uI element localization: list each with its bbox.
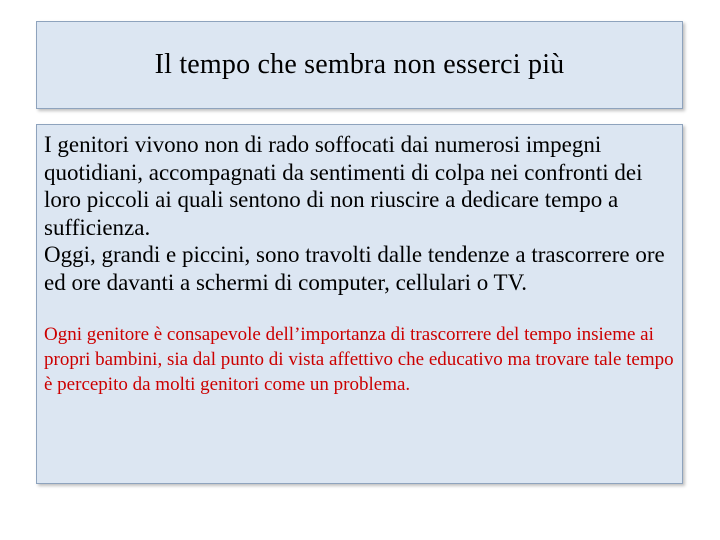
paragraph-parents: I genitori vivono non di rado soffocati dai numerosi impegni quotidiani, accompagnati da sentimenti di colpa nei confronti dei loro piccoli ai quali sentono di non riuscire a dedicare tempo a sufficienza. bbox=[44, 132, 643, 240]
slide-title: Il tempo che sembra non esserci più bbox=[154, 49, 565, 80]
highlight-paragraph: Ogni genitore è consapevole dell’importanza di trascorrere del tempo insieme ai propri bambini, sia dal punto di vista affettivo che educativo ma trovare tale tempo è percepito da molti genitori come un problema. bbox=[44, 324, 674, 395]
paragraph-screens: Oggi, grandi e piccini, sono travolti dalle tendenze a trascorrere ore ed ore davanti a schermi di computer, cellulari o TV. bbox=[44, 242, 665, 295]
title-box bbox=[36, 21, 683, 109]
content-box bbox=[36, 124, 683, 484]
